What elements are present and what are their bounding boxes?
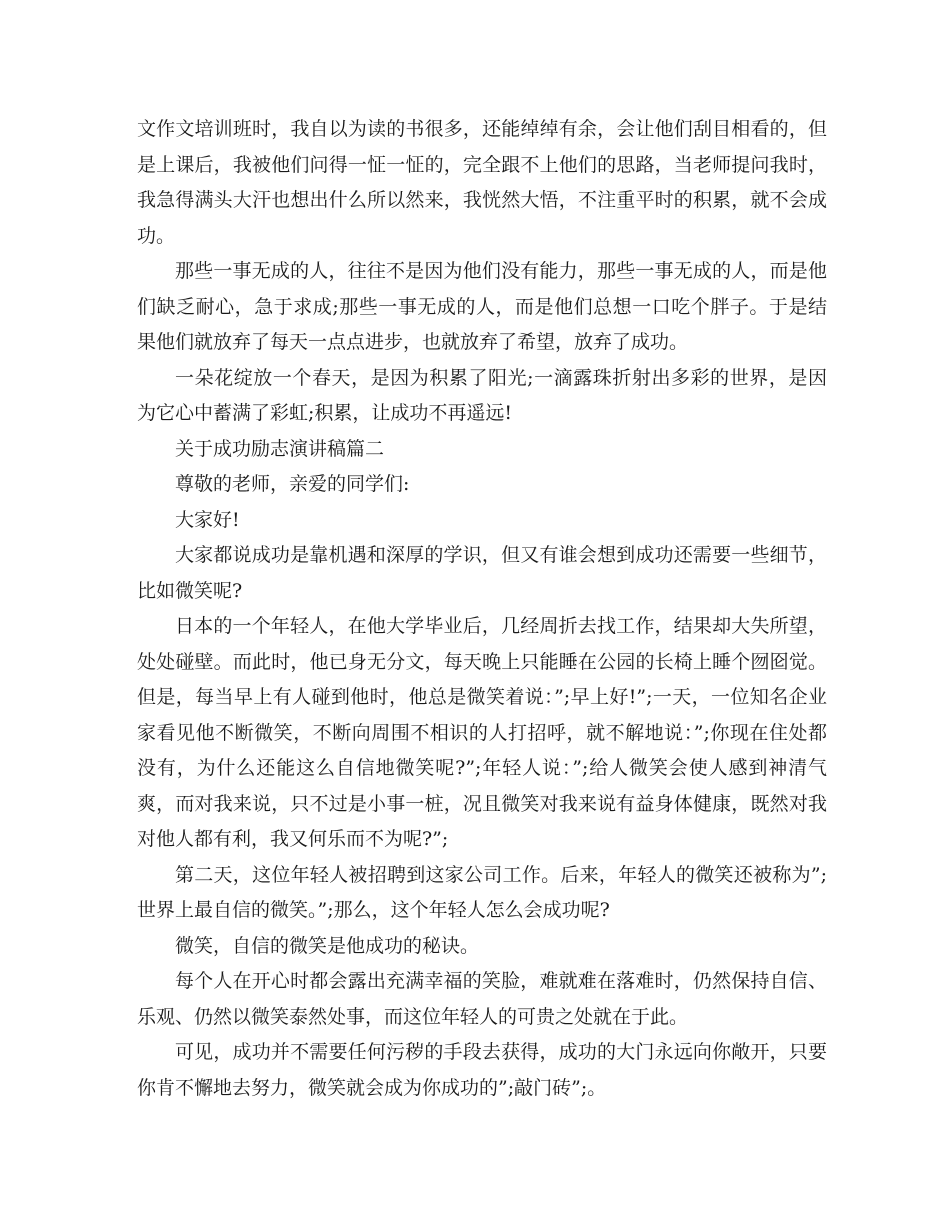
document-body	[137, 112, 827, 1106]
greeting: 大家好!	[175, 508, 240, 531]
salutation: 尊敬的老师，亲爱的同学们:	[175, 473, 410, 495]
paragraph: 可见，成功并不需要任何污秽的手段去获得，成功的大门永远向你敞开，只要你肯不懈地去努力，微笑就会成为你成功的”;敲门砖”;。	[137, 1041, 827, 1099]
paragraph: 那些一事无成的人，往往不是因为他们没有能力，那些一事无成的人，而是他们缺乏耐心，急于求成;那些一事无成的人，而是他们总想一口吃个胖子。于是结果他们就放弃了每天一点点进步，也就放弃了希望，放弃了成功。	[137, 260, 827, 353]
paragraph: 大家都说成功是靠机遇和深厚的学识，但又有谁会想到成功还需要一些细节，比如微笑呢?	[137, 544, 827, 602]
paragraph: 日本的一个年轻人，在他大学毕业后，几经周折去找工作，结果却大失所望，处处碰壁。而此时，他已身无分文，每天晚上只能睡在公园的长椅上睡个囫囵觉。但是，每当早上有人碰到他时，他总是微笑着说：”;早上好!”;一天，一位知名企业家看见他不断微笑，不断向周围不相识的人打招呼，就不解地说：”;你现在住处都没有，为什么还能这么自信地微笑呢?”;年轻人说：”;给人微笑会使人感到神清气爽，而对我来说，只不过是小事一桩，况且微笑对我来说有益身体健康，既然对我对他人都有利，我又何乐而不为呢?”;	[137, 615, 827, 850]
paragraph: 第二天，这位年轻人被招聘到这家公司工作。后来，年轻人的微笑还被称为”;世界上最自信的微笑。”;那么，这个年轻人怎么会成功呢?	[137, 863, 827, 921]
section-heading: 关于成功励志演讲稿篇二	[175, 437, 385, 460]
paragraph: 每个人在开心时都会露出充满幸福的笑脸，难就难在落难时，仍然保持自信、乐观、仍然以微笑泰然处事，而这位年轻人的可贵之处就在于此。	[137, 970, 827, 1028]
paragraph: 微笑，自信的微笑是他成功的秘诀。	[175, 934, 480, 957]
paragraph: 一朵花绽放一个春天，是因为积累了阳光;一滴露珠折射出多彩的世界，是因为它心中蓄满了彩虹;积累，让成功不再遥远!	[137, 366, 827, 424]
paragraph-continuation: 文作文培训班时，我自以为读的书很多，还能绰绰有余，会让他们刮目相看的，但是上课后，我被他们问得一怔一怔的，完全跟不上他们的思路，当老师提问我时，我急得满头大汗也想出什么所以然来，我恍然大悟，不注重平时的积累，就不会成功。	[137, 118, 827, 247]
